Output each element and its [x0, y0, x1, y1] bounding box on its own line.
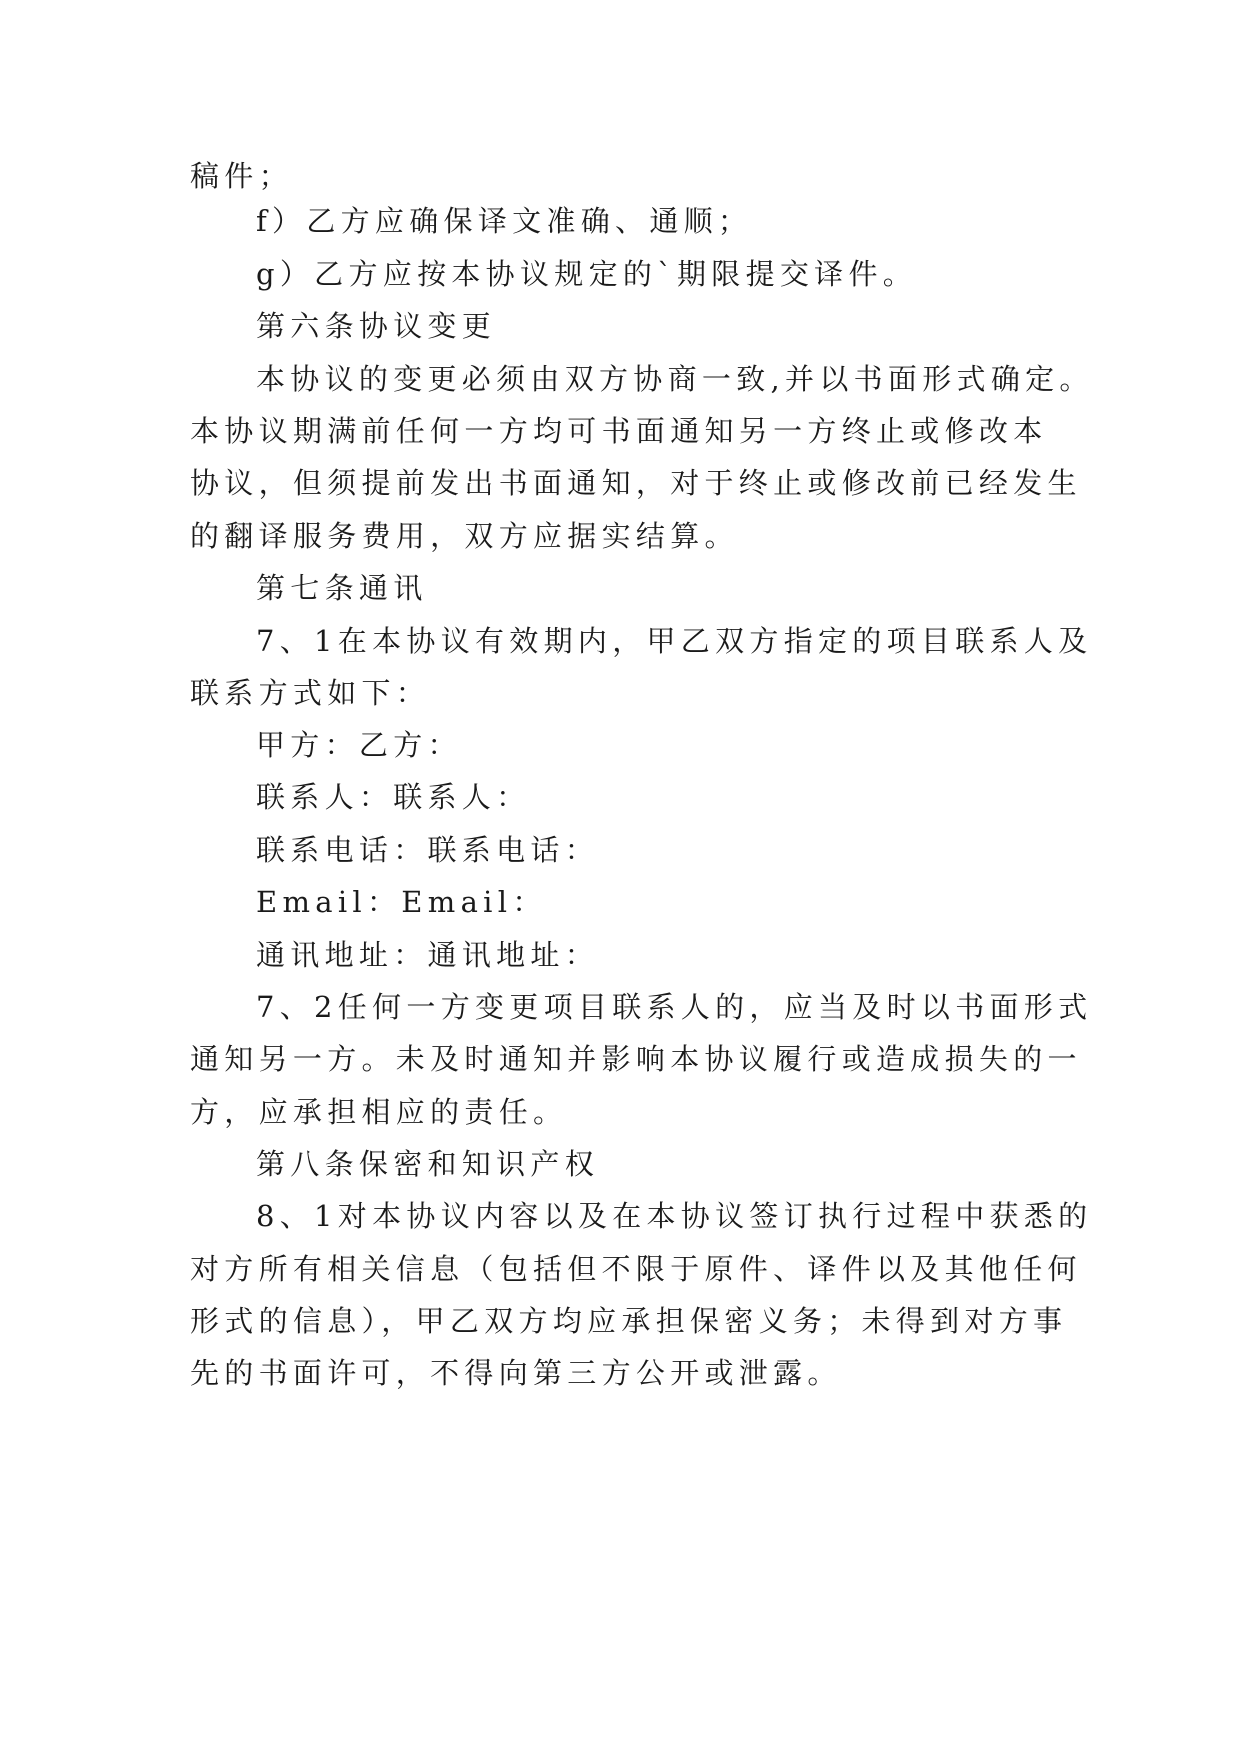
- paragraph-line: 的翻译服务费用，双方应据实结算。: [190, 519, 739, 553]
- paragraph-line: 本协议的变更必须由双方协商一致,并以书面形式确定。: [256, 362, 1094, 396]
- paragraph-line: 本协议期满前任何一方均可书面通知另一方终止或修改本: [190, 414, 1048, 448]
- contact-phone-line: 联系电话：联系电话：: [256, 833, 600, 867]
- paragraph-line: 对方所有相关信息（包括但不限于原件、译件以及其他任何: [190, 1252, 1082, 1286]
- contact-email-line: Email：Email：: [256, 885, 547, 919]
- paragraph-line: 先的书面许可，不得向第三方公开或泄露。: [190, 1356, 842, 1390]
- list-item-f: f）乙方应确保译文准确、通顺；: [256, 204, 753, 238]
- paragraph-line: 形式的信息），甲乙双方均应承担保密义务；未得到对方事: [190, 1304, 1068, 1338]
- section-heading-article-6: 第六条协议变更: [256, 309, 497, 343]
- clause-7-1: 7、1在本协议有效期内，甲乙双方指定的项目联系人及: [256, 624, 1093, 658]
- paragraph-line: 方，应承担相应的责任。: [190, 1095, 568, 1129]
- contact-party-line: 甲方：乙方：: [256, 728, 462, 762]
- section-heading-article-8: 第八条保密和知识产权: [256, 1147, 600, 1181]
- clause-7-2: 7、2任何一方变更项目联系人的，应当及时以书面形式: [256, 990, 1093, 1024]
- list-item-g: g）乙方应按本协议规定的`期限提交译件。: [256, 257, 918, 291]
- section-heading-article-7: 第七条通讯: [256, 571, 428, 605]
- paragraph-line: 稿件；: [190, 159, 293, 193]
- paragraph-line: 协议，但须提前发出书面通知，对于终止或修改前已经发生: [190, 466, 1082, 500]
- paragraph-line: 通知另一方。未及时通知并影响本协议履行或造成损失的一: [190, 1042, 1082, 1076]
- contact-person-line: 联系人：联系人：: [256, 780, 531, 814]
- contact-address-line: 通讯地址：通讯地址：: [256, 938, 600, 972]
- paragraph-line: 联系方式如下：: [190, 676, 431, 710]
- clause-8-1: 8、1对本协议内容以及在本协议签订执行过程中获悉的: [256, 1199, 1093, 1233]
